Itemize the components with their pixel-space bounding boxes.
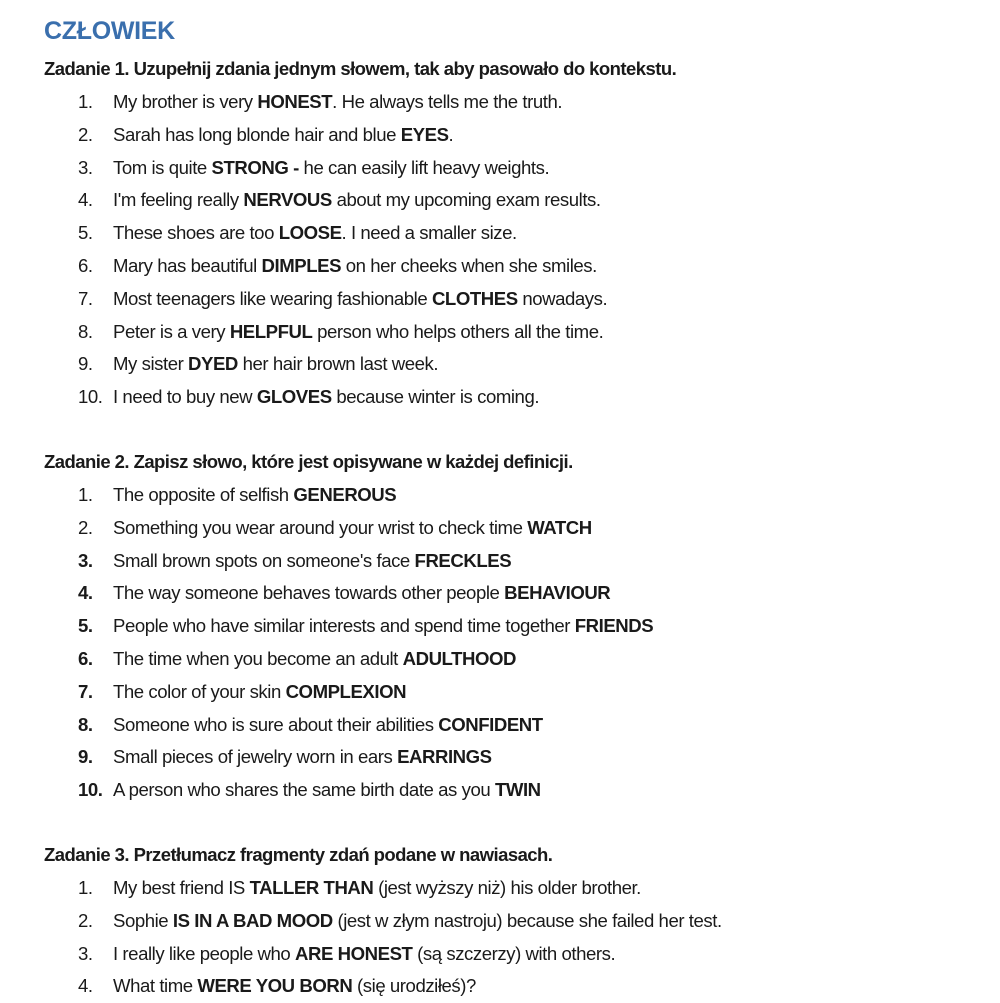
item-text-before: I need to buy new bbox=[113, 386, 257, 408]
item-answer: CLOTHES bbox=[431, 287, 518, 309]
item-answer: FRECKLES bbox=[414, 549, 512, 571]
item-text-after: (się urodziłeś)? bbox=[352, 975, 476, 997]
list-item bbox=[78, 774, 653, 807]
item-answer: STRONG - bbox=[211, 156, 299, 178]
item-text-before: Peter is a very bbox=[113, 320, 230, 342]
item-text-before: Small brown spots on someone's face bbox=[113, 549, 415, 571]
list-item bbox=[78, 577, 653, 610]
item-text-before: The opposite of selfish bbox=[113, 484, 294, 505]
list-item bbox=[78, 545, 653, 578]
list-item bbox=[78, 119, 607, 152]
list-item bbox=[78, 348, 607, 381]
list-item bbox=[78, 86, 607, 119]
item-answer: GENEROUS bbox=[293, 484, 397, 505]
list-item bbox=[78, 152, 607, 185]
item-number: 4. bbox=[78, 189, 93, 211]
list-item bbox=[78, 512, 653, 545]
item-answer: TWIN bbox=[494, 779, 541, 801]
item-text-before: The way someone behaves towards other people bbox=[113, 582, 505, 604]
item-text-before: Someone who is sure about their abilities bbox=[113, 713, 439, 735]
item-answer: EYES bbox=[400, 123, 449, 145]
item-text-after: he can easily lift heavy weights. bbox=[298, 156, 550, 178]
list-item bbox=[78, 938, 722, 971]
item-text-after: on her cheeks when she smiles. bbox=[341, 254, 597, 276]
item-answer: FRIENDS bbox=[574, 615, 654, 637]
list-item bbox=[78, 709, 653, 742]
item-answer: LOOSE bbox=[278, 222, 342, 244]
item-answer: EARRINGS bbox=[397, 746, 492, 768]
task-1-list bbox=[78, 86, 607, 414]
item-number: 10. bbox=[78, 779, 103, 801]
item-number: 8. bbox=[78, 713, 93, 735]
item-text-before: The time when you become an adult bbox=[113, 647, 403, 669]
item-answer: WERE YOU BORN bbox=[197, 975, 353, 997]
list-item bbox=[78, 643, 653, 676]
item-number: 1. bbox=[78, 91, 93, 112]
item-text-after: person who helps others all the time. bbox=[312, 320, 604, 342]
item-text-after: (jest wyższy niż) his older brother. bbox=[373, 877, 641, 898]
item-number: 2. bbox=[78, 909, 93, 931]
item-answer: HONEST bbox=[257, 91, 333, 112]
item-text-before: I'm feeling really bbox=[113, 189, 244, 211]
item-number: 7. bbox=[78, 680, 93, 702]
item-text-after: (są szczerzy) with others. bbox=[412, 942, 616, 964]
task-1-heading: Zadanie 1. Uzupełnij zdania jednym słowem, tak aby pasowało do kontekstu. bbox=[44, 58, 677, 79]
item-text-before: Tom is quite bbox=[113, 156, 212, 178]
list-item bbox=[78, 184, 607, 217]
item-number: 9. bbox=[78, 746, 93, 768]
item-number: 3. bbox=[78, 549, 93, 571]
item-text-before: These shoes are too bbox=[113, 222, 279, 244]
item-number: 5. bbox=[78, 615, 93, 637]
item-number: 2. bbox=[78, 516, 93, 538]
item-answer: ADULTHOOD bbox=[402, 647, 516, 669]
list-item bbox=[78, 316, 607, 349]
item-text-after: her hair brown last week. bbox=[237, 353, 439, 375]
item-answer: GLOVES bbox=[256, 386, 332, 408]
item-text-before: Most teenagers like wearing fashionable bbox=[113, 287, 432, 309]
item-number: 1. bbox=[78, 484, 93, 505]
list-item bbox=[78, 610, 653, 643]
item-number: 10. bbox=[78, 386, 103, 408]
item-number: 3. bbox=[78, 942, 93, 964]
item-answer: TALLER THAN bbox=[249, 877, 374, 898]
item-text-before: Sarah has long blonde hair and blue bbox=[113, 123, 401, 145]
item-answer: IS IN A BAD MOOD bbox=[172, 909, 333, 931]
item-text-before: A person who shares the same birth date as you bbox=[113, 779, 495, 801]
task-3-heading: Zadanie 3. Przetłumacz fragmenty zdań podane w nawiasach. bbox=[44, 844, 553, 865]
item-number: 6. bbox=[78, 647, 93, 669]
task-2-list bbox=[78, 479, 653, 807]
item-text-before: My sister bbox=[113, 353, 189, 375]
item-number: 9. bbox=[78, 353, 93, 375]
item-number: 6. bbox=[78, 254, 93, 276]
list-item bbox=[78, 479, 653, 512]
item-text-after: about my upcoming exam results. bbox=[331, 189, 601, 211]
item-number: 3. bbox=[78, 156, 93, 178]
item-answer: BEHAVIOUR bbox=[504, 582, 611, 604]
item-text-after: nowadays. bbox=[517, 287, 608, 309]
item-text-before: My brother is very bbox=[113, 91, 258, 112]
list-item bbox=[78, 283, 607, 316]
item-text-before: What time bbox=[113, 975, 198, 997]
item-number: 1. bbox=[78, 877, 93, 898]
item-text-after: . I need a smaller size. bbox=[341, 222, 517, 244]
item-text-after: because winter is coming. bbox=[331, 386, 540, 408]
item-number: 4. bbox=[78, 975, 93, 997]
item-text-before: Sophie bbox=[113, 909, 173, 931]
list-item bbox=[78, 905, 722, 938]
item-text-before: My best friend IS bbox=[113, 877, 250, 898]
item-answer: WATCH bbox=[527, 516, 592, 538]
task-3-list bbox=[78, 872, 722, 1003]
item-answer: HELPFUL bbox=[229, 320, 313, 342]
list-item bbox=[78, 676, 653, 709]
item-number: 4. bbox=[78, 582, 93, 604]
item-text-after: . bbox=[448, 123, 454, 145]
item-number: 7. bbox=[78, 287, 93, 309]
item-answer: ARE HONEST bbox=[295, 942, 413, 964]
item-answer: DIMPLES bbox=[261, 254, 342, 276]
list-item bbox=[78, 970, 722, 1003]
list-item bbox=[78, 250, 607, 283]
list-item bbox=[78, 381, 607, 414]
task-2-heading: Zadanie 2. Zapisz słowo, które jest opisywane w każdej definicji. bbox=[44, 451, 573, 472]
item-text-before: Mary has beautiful bbox=[113, 254, 262, 276]
item-text-before: I really like people who bbox=[113, 942, 296, 964]
item-number: 5. bbox=[78, 222, 93, 244]
item-text-before: The color of your skin bbox=[113, 680, 286, 702]
list-item bbox=[78, 872, 722, 905]
item-number: 2. bbox=[78, 123, 93, 145]
list-item bbox=[78, 741, 653, 774]
item-text-before: People who have similar interests and spend time together bbox=[113, 615, 575, 637]
item-answer: DYED bbox=[188, 353, 238, 375]
item-text-after: (jest w złym nastroju) because she failed her test. bbox=[332, 909, 722, 931]
item-text-after: . He always tells me the truth. bbox=[332, 91, 563, 112]
item-text-before: Something you wear around your wrist to check time bbox=[113, 516, 528, 538]
item-text-before: Small pieces of jewelry worn in ears bbox=[113, 746, 398, 768]
item-answer: CONFIDENT bbox=[438, 713, 543, 735]
list-item bbox=[78, 217, 607, 250]
item-answer: COMPLEXION bbox=[285, 680, 407, 702]
page-title: CZŁOWIEK bbox=[44, 17, 175, 45]
item-answer: NERVOUS bbox=[243, 189, 332, 211]
item-number: 8. bbox=[78, 320, 93, 342]
